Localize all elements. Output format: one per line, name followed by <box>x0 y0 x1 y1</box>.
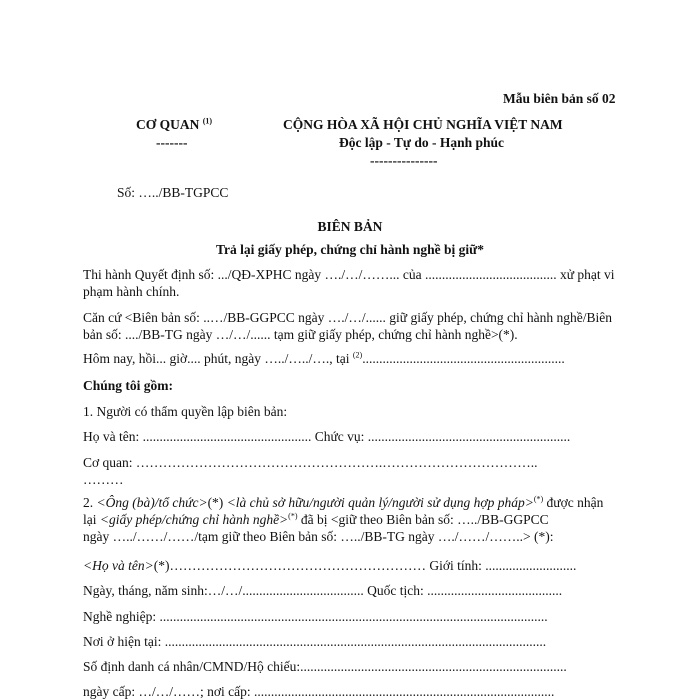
section-1-name-position: Họ và tên: .................................................. Chức vụ: ............................................................ <box>83 429 571 444</box>
section-1-agency-continued: ……… <box>83 472 124 487</box>
section-2-held-by: đã bị <giữ theo Biên bản số: …../BB-GGPCC <box>297 512 549 527</box>
section-2-intro-line-1 <box>83 494 623 511</box>
agency-footnote-ref: (1) <box>202 116 213 126</box>
paragraph-decision-line-2: phạm hành chính. <box>83 284 180 299</box>
section-2-occupation: Nghề nghiệp: ................................................................................................................... <box>83 609 548 624</box>
time-place-text: Hôm nay, hồi... giờ.... phút, ngày …../…../…., tại <box>83 351 350 366</box>
agency-name: CƠ QUAN <box>136 117 200 132</box>
paragraph-basis-line-2: bản số: ..../BB-TG ngày …/…/...... tạm giữ giấy phép, chứng chỉ hành nghề>(*). <box>83 327 518 342</box>
agency-header <box>136 116 212 133</box>
agency-divider: ------- <box>156 135 188 150</box>
section-2-license: <giấy phép/chứng chỉ hành nghề> <box>99 512 289 527</box>
form-label: Mẫu biên bản số 02 <box>503 91 616 106</box>
section-2-receive: được nhận <box>543 495 604 510</box>
section-2-party: <Ông (bà)/tổ chức> <box>96 495 208 510</box>
section-1-agency: Cơ quan: ……………………………………………….…………………………….. <box>83 455 538 470</box>
document-title: BIÊN BẢN <box>317 219 383 234</box>
section-2-name-gender <box>83 557 576 574</box>
section-2-role: <là chủ sở hữu/người quản lý/người sử dụng hợp pháp> <box>226 495 534 510</box>
section-2-name-label: <Họ và tên> <box>83 558 154 573</box>
paragraph-basis <box>83 309 623 343</box>
document-subtitle: Trả lại giấy phép, chứng chỉ hành nghề bị giữ* <box>215 242 485 257</box>
section-2-number: 2. <box>83 495 97 510</box>
section-2-intro-line-2 <box>83 511 623 528</box>
paragraph-time-place <box>83 350 565 367</box>
paragraph-decision <box>83 266 623 300</box>
place-footnote-ref: (2) <box>352 350 363 360</box>
section-2-name-blank: (*)………………………………………………… Giới tính: ........................... <box>153 558 577 573</box>
motto-divider: --------------- <box>370 153 438 168</box>
section-2-intro-line-3: ngày …../……/……/tạm giữ theo Biên bản số: …../BB-TG ngày …./……/……..> (*): <box>83 529 554 544</box>
section-2-intro <box>83 494 623 545</box>
nation-motto: Độc lập - Tự do - Hạnh phúc <box>339 135 505 150</box>
section-2-address: Nơi ở hiện tại: ................................................................................................................. <box>83 634 547 649</box>
paragraph-basis-line-1: Căn cứ <Biên bản số: ..…/BB-GGPCC ngày …./…/...... giữ giấy phép, chứng chỉ hành nghề/Biên <box>83 310 613 325</box>
section-2-role-mark: (*) <box>533 494 544 504</box>
section-2-mark: (*) <box>207 495 227 510</box>
section-2-license-mark: (*) <box>288 511 298 521</box>
members-heading: Chúng tôi gồm: <box>83 378 174 393</box>
section-2-again: lại <box>83 512 100 527</box>
nation-title: CỘNG HÒA XÃ HỘI CHỦ NGHĨA VIỆT NAM <box>283 117 563 132</box>
section-2-dob-nationality: Ngày, tháng, năm sinh:…/…/.................................... Quốc tịch: ........................................ <box>83 583 563 598</box>
section-2-issue-info: ngày cấp: …/…/……; nơi cấp: ......................................................................................... <box>83 684 555 699</box>
paragraph-decision-line-1: Thi hành Quyết định số: .../QĐ-XPHC ngày …./…/……... của ....................................... xử phạt vi <box>83 267 615 282</box>
section-1-heading: 1. Người có thẩm quyền lập biên bản: <box>83 404 288 419</box>
place-blank: ............................................................ <box>362 351 565 366</box>
document-number: Số: …../BB-TGPCC <box>117 185 229 200</box>
section-2-id-number: Số định danh cá nhân/CMND/Hộ chiếu:............................................................................... <box>83 659 567 674</box>
